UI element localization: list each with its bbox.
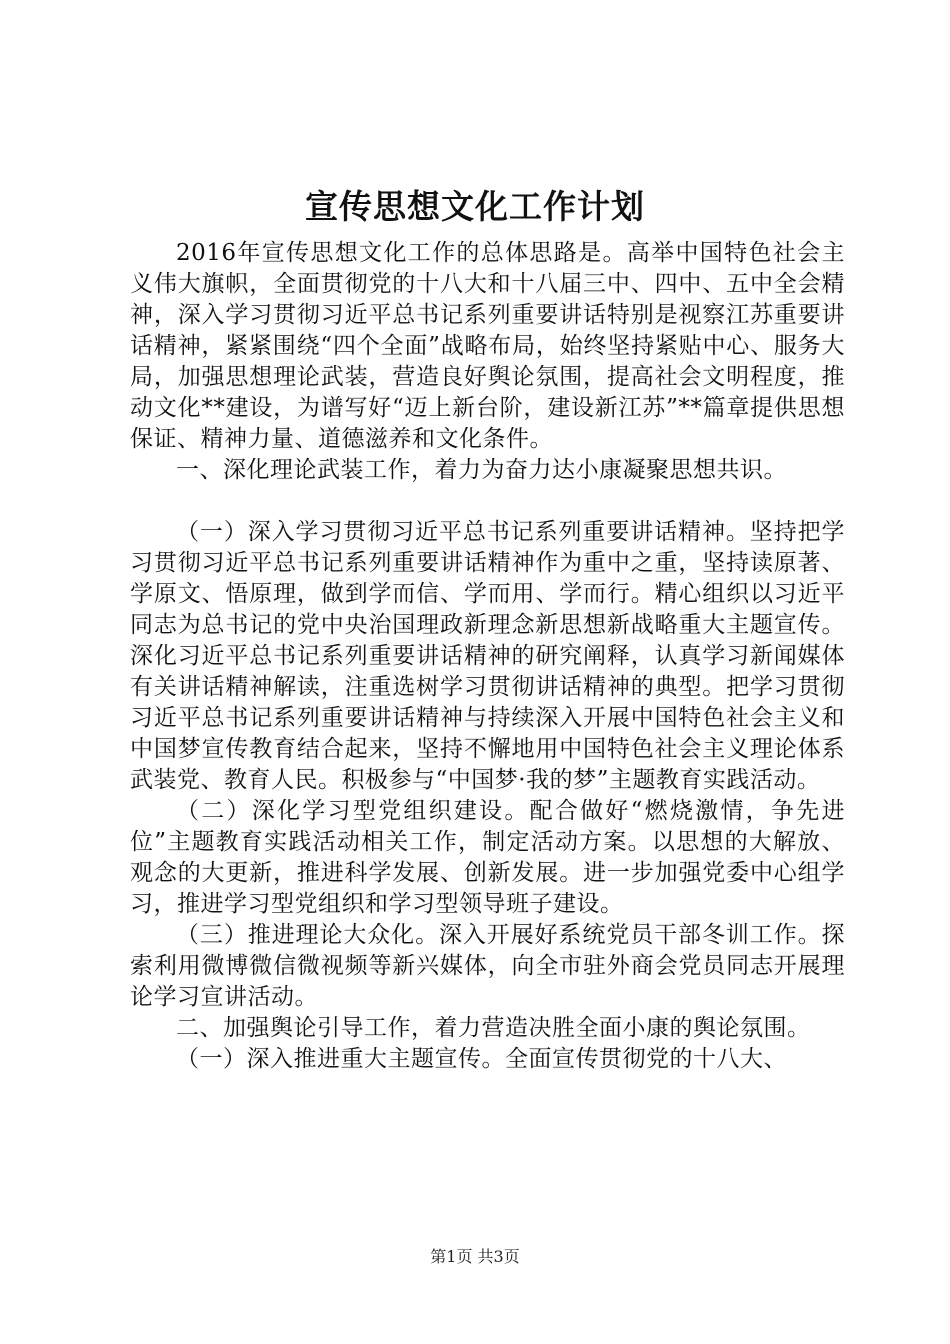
section-1-item-1: （一）深入学习贯彻习近平总书记系列重要讲话精神。坚持把学习贯彻习近平总书记系列重要讲话精神作为重中之重，坚持读原著、学原文、悟原理，做到学而信、学而用、学而行。精心组织以习近平同志为总书记的党中央治国理政新理念新思想新战略重大主题宣传。深化习近平总书记系列重要讲话精神的研究阐释，认真学习新闻媒体有关讲话精神解读，注重选树学习贯彻讲话精神的典型。把学习贯彻习近平总书记系列重要讲话精神与持续深入开展中国特色社会主义和中国梦宣传教育结合起来，坚持不懈地用中国特色社会主义理论体系武装党、教育人民。积极参与“中国梦·我的梦”主题教育实践活动。 (130, 519, 845, 793)
intro-paragraph: 2016年宣传思想文化工作的总体思路是。高举中国特色社会主义伟大旗帜，全面贯彻党的十八大和十八届三中、四中、五中全会精神，深入学习贯彻习近平总书记系列重要讲话特别是视察江苏重要讲话精神，紧紧围绕“四个全面”战略布局，始终坚持紧贴中心、服务大局，加强思想理论武装，营造良好舆论氛围，提高社会文明程度，推动文化**建设，为谱写好“迈上新台阶，建设新江苏”**篇章提供思想保证、精神力量、道德滋养和文化条件。 (130, 240, 845, 452)
section-1-item-3: （三）推进理论大众化。深入开展好系统党员干部冬训工作。探索利用微博微信微视频等新兴媒体，向全市驻外商会党员同志开展理论学习宣讲活动。 (130, 922, 845, 1010)
section-1-item-2: （二）深化学习型党组织建设。配合做好“燃烧激情，争先进位”主题教育实践活动相关工作，制定活动方案。以思想的大解放、观念的大更新，推进科学发展、创新发展。进一步加强党委中心组学习，推进学习型党组织和学习型领导班子建设。 (130, 798, 845, 917)
document-body (130, 238, 845, 1075)
section-2-item-1: （一）深入推进重大主题宣传。全面宣传贯彻党的十八大、 (176, 1046, 787, 1072)
paragraph-spacer (130, 486, 845, 517)
document-title: 宣传思想文化工作计划 (305, 187, 645, 226)
page-number-footer: 第1页 共3页 (430, 1247, 520, 1266)
section-heading-1: 一、深化理论武装工作，着力为奋力达小康凝聚思想共识。 (176, 457, 787, 483)
section-heading-2: 二、加强舆论引导工作，着力营造决胜全面小康的舆论氛围。 (176, 1015, 811, 1041)
